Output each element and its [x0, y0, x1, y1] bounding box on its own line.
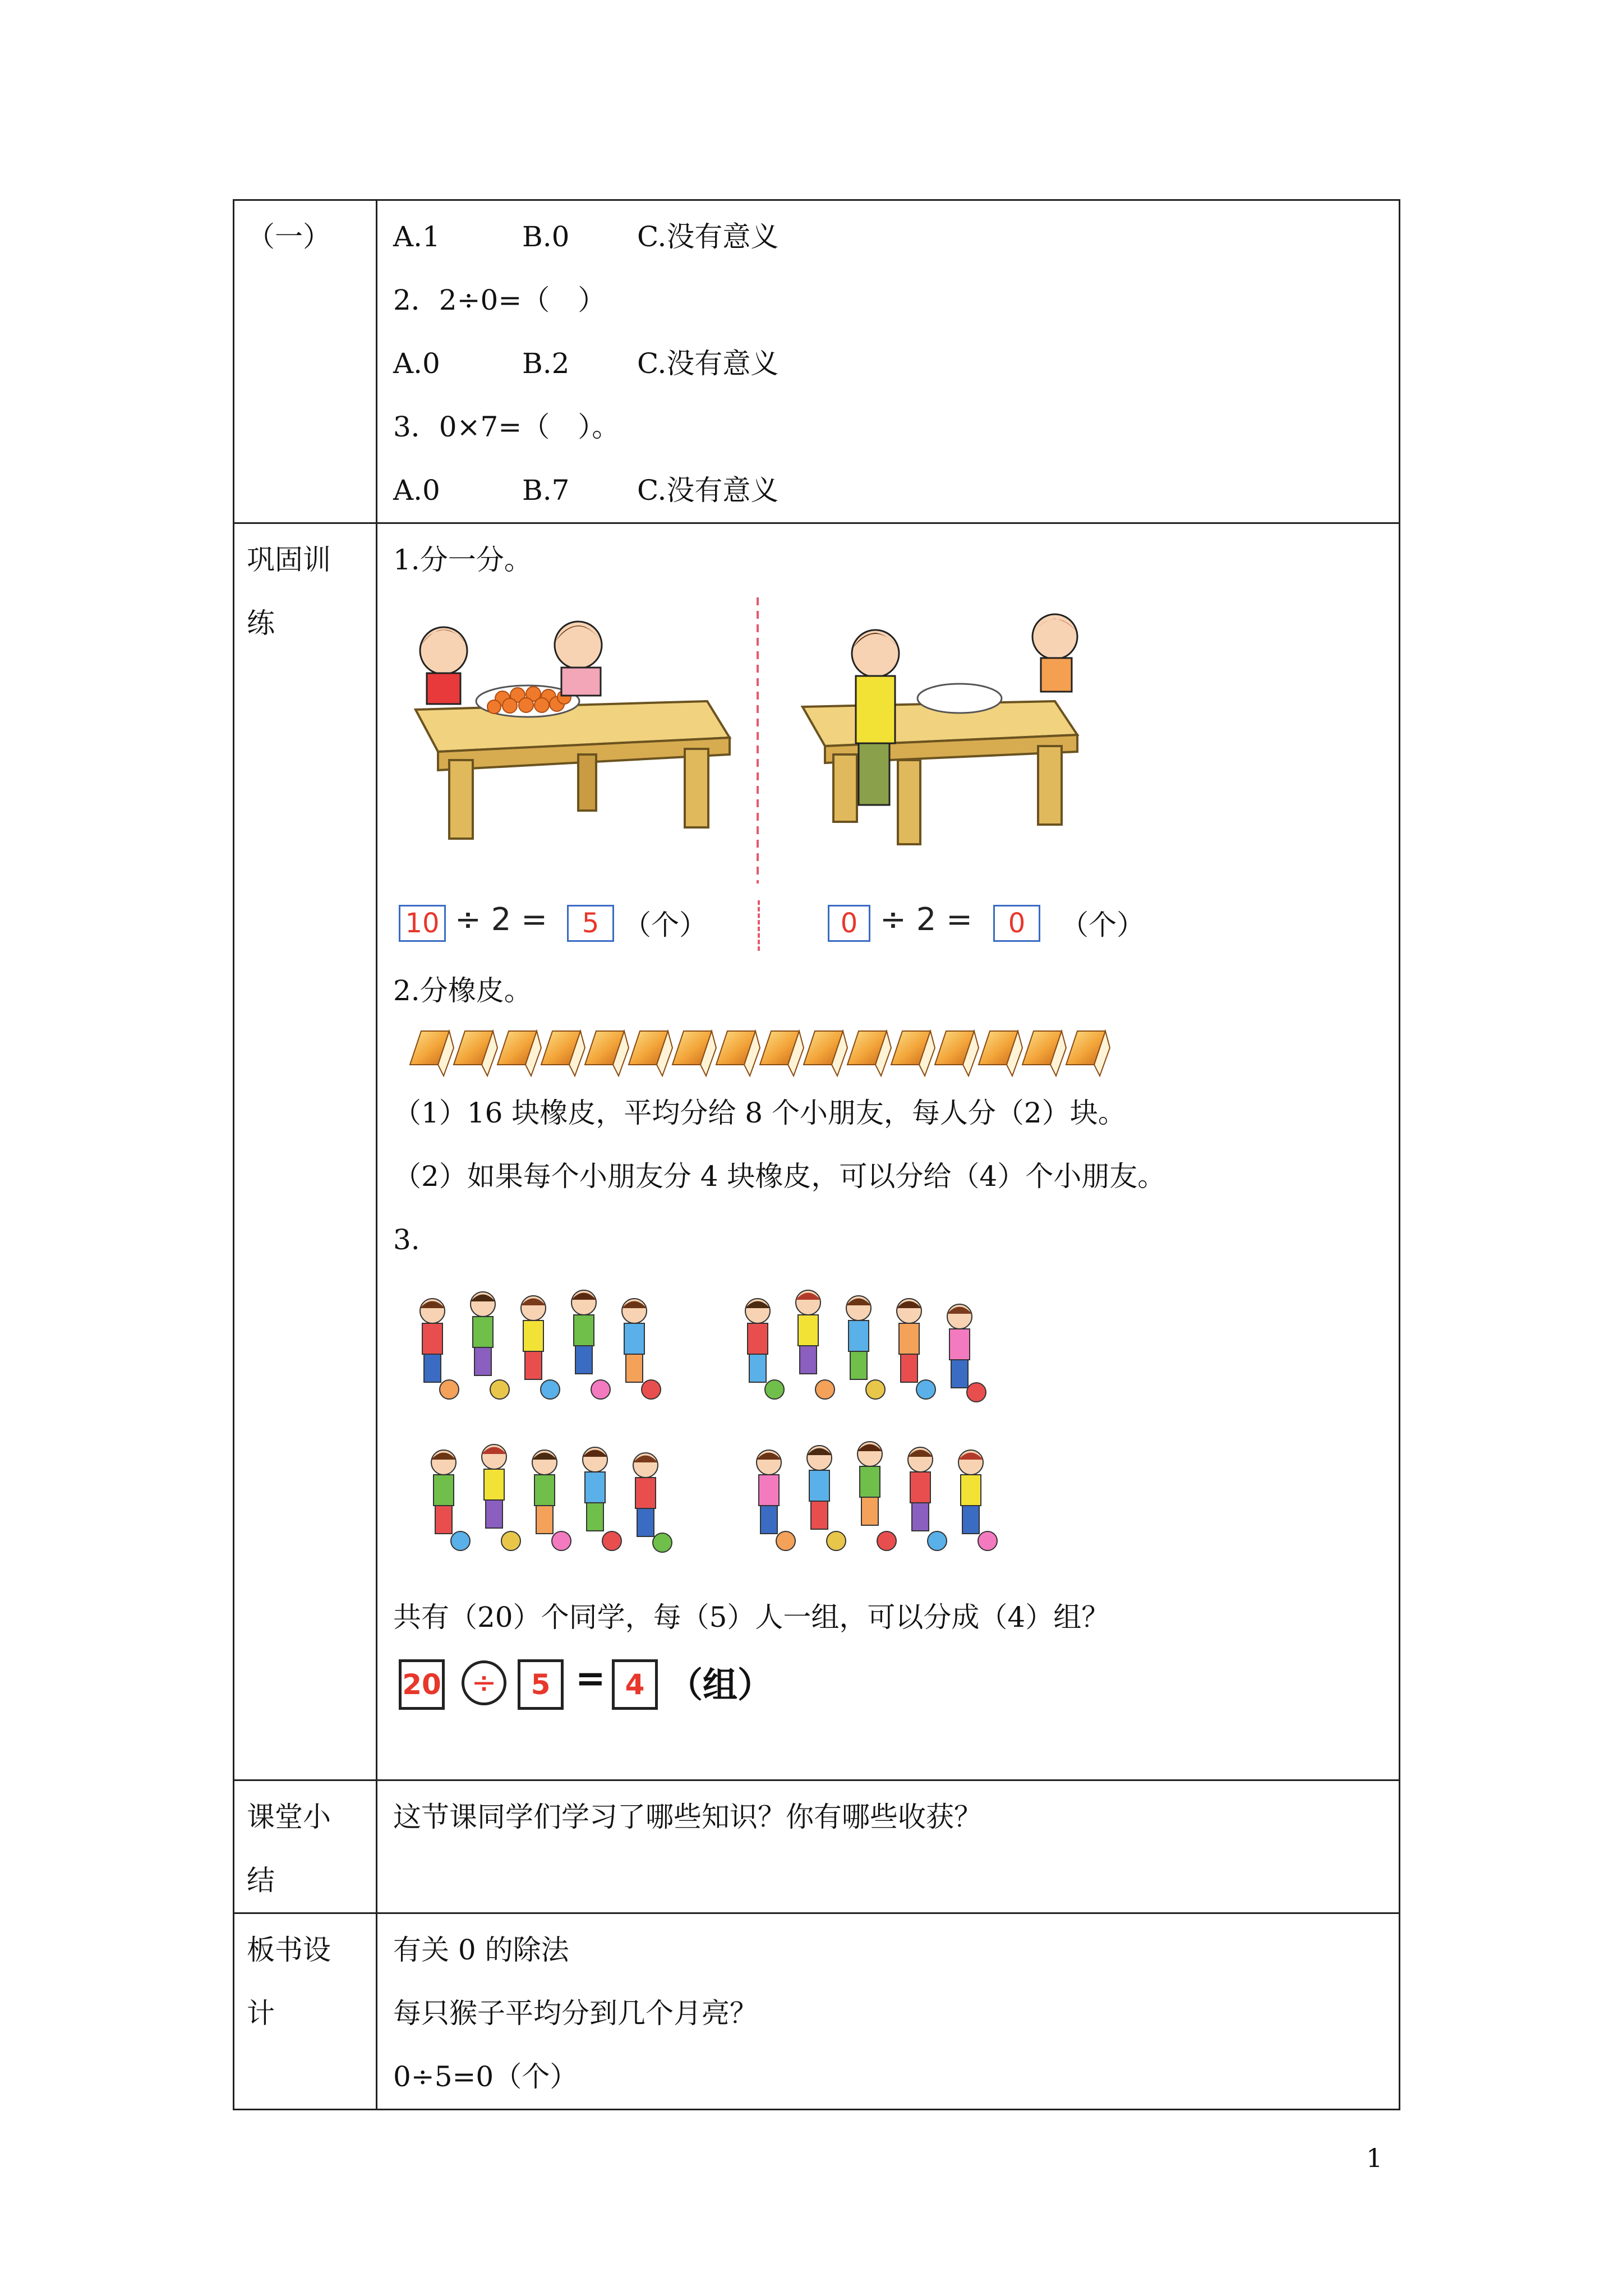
left-scene — [416, 622, 730, 839]
option-b: B.0 — [522, 220, 570, 253]
board-line-2: 每只猴子平均分到几个月亮？ — [393, 1997, 758, 2030]
unit-label: （组） — [668, 1664, 773, 1705]
option-b: B.2 — [522, 347, 570, 380]
group-equation — [393, 1649, 1399, 1778]
option-a: A.0 — [393, 347, 440, 380]
students-image — [393, 1272, 1122, 1586]
row-summary — [234, 1780, 1400, 1913]
students-illustration — [393, 1272, 1399, 1586]
label-text: 巩固训 — [247, 544, 331, 576]
summary-text: 这节课同学们学习了哪些知识？你有哪些收获？ — [393, 1801, 982, 1833]
equals-sign: = — [575, 1658, 606, 1700]
answer-box: 0 — [993, 905, 1040, 942]
label-text: 课堂小 — [247, 1801, 331, 1833]
answer-box: 20 — [399, 1659, 445, 1710]
answer-box: 4 — [612, 1659, 658, 1710]
exercise-3-text: 共有（20）个同学，每（5）人一组，可以分成（4）组？ — [393, 1601, 1110, 1634]
equation-operator: ÷ 2 = — [455, 901, 548, 938]
row-practice — [234, 523, 1400, 1780]
erasers-illustration — [393, 1023, 1399, 1082]
option-a: A.1 — [393, 220, 440, 253]
equation-row — [393, 895, 1399, 959]
page-number: 1 — [1366, 2143, 1383, 2173]
question-3: 3．0×7=（ ）。 — [393, 411, 620, 443]
exercise-2-title: 2.分橡皮。 — [393, 974, 532, 1007]
erasers-image — [393, 1023, 1145, 1082]
question-2: 2．2÷0=（ ） — [393, 284, 606, 316]
answer-box: 5 — [567, 905, 614, 942]
row-label — [234, 1780, 377, 1913]
row-body — [377, 1780, 1400, 1913]
q3-options — [393, 459, 1399, 522]
option-c: C.没有意义 — [637, 347, 779, 380]
row-body — [377, 1913, 1400, 2110]
label-text: 结 — [247, 1864, 275, 1897]
unit-label: （个） — [623, 909, 707, 941]
q1-options — [393, 205, 1399, 269]
answer-box: 10 — [399, 905, 446, 942]
label-text: （一） — [247, 220, 331, 253]
table-sharing-image — [393, 592, 1122, 895]
label-text: 练 — [247, 607, 275, 639]
exercise-2-line-1: （1）16 块橡皮，平均分给 8 个小朋友，每人分（2）块。 — [393, 1097, 1126, 1129]
row-label — [234, 523, 377, 1780]
board-line-1: 有关 0 的除法 — [393, 1934, 569, 1966]
row-label — [234, 200, 377, 523]
option-c: C.没有意义 — [637, 220, 779, 253]
board-line-3: 0÷5=0（个） — [393, 2060, 578, 2093]
divider-line — [758, 900, 760, 951]
unit-label: （个） — [1061, 909, 1145, 941]
label-text: 计 — [247, 1997, 275, 2030]
q2-options — [393, 332, 1399, 395]
exercise-3-title: 3. — [393, 1223, 420, 1256]
row-body — [377, 200, 1400, 523]
equation-operator: ÷ 2 = — [880, 901, 973, 938]
exercise-1-title: 1.分一分。 — [393, 544, 532, 576]
row-board — [234, 1913, 1400, 2110]
lesson-table — [233, 199, 1400, 2110]
option-a: A.0 — [393, 474, 440, 507]
exercise-2-line-2: （2）如果每个小朋友分 4 块橡皮，可以分给（4）个小朋友。 — [393, 1160, 1166, 1193]
sharing-illustration — [393, 592, 1399, 895]
option-b: B.7 — [522, 474, 570, 507]
right-scene — [803, 614, 1077, 844]
row-label — [234, 1913, 377, 2110]
row-section-a — [234, 200, 1400, 523]
option-c: C.没有意义 — [637, 474, 779, 507]
answer-box: 5 — [518, 1659, 564, 1710]
label-text: 板书设 — [247, 1934, 331, 1966]
row-body — [377, 523, 1400, 1780]
divide-operator: ÷ — [462, 1660, 506, 1705]
answer-box: 0 — [828, 905, 870, 942]
